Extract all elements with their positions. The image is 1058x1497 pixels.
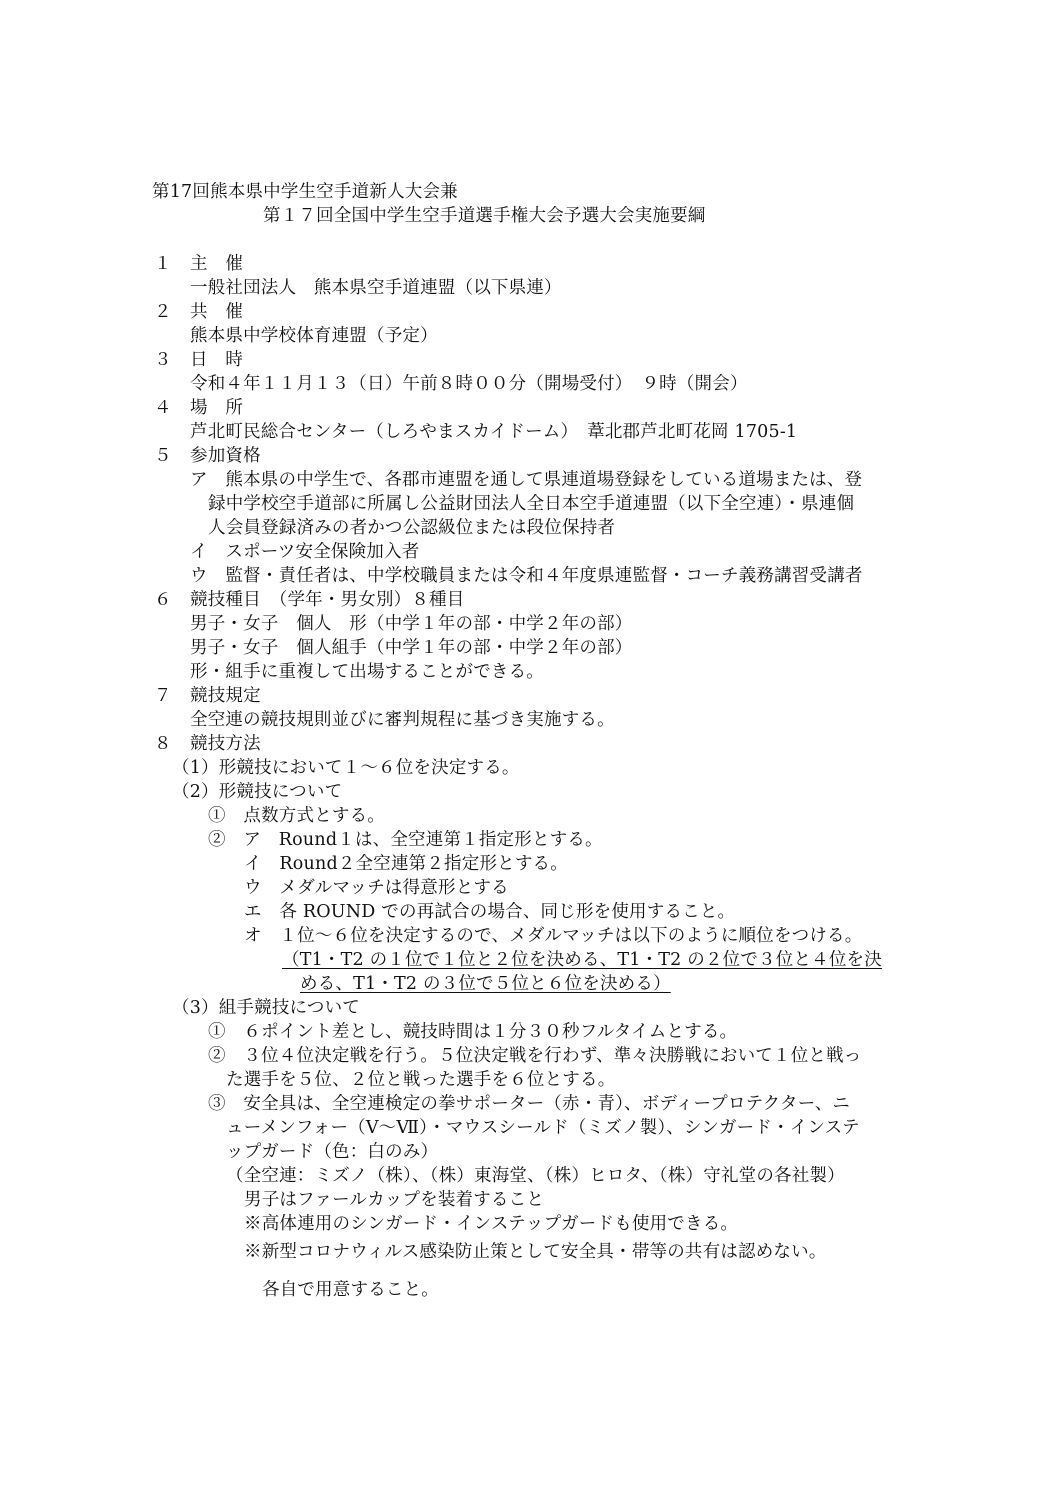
section-8-heading: 競技方法 — [190, 734, 261, 754]
section-8-item-3-sub-3-line-5: 男子はファールカップを装着すること — [244, 1190, 545, 1210]
section-8-item-1: （1）形競技において１～６位を決定する。 — [172, 758, 520, 778]
section-4-body: 芦北町民総合センター（しろやまスカイドーム） 葦北郡芦北町花岡 1705-1 — [190, 422, 798, 442]
section-6-line-1: 男子・女子 個人 形（中学１年の部・中学２年の部） — [190, 614, 633, 634]
section-8-item-2-sub-2c: ウ メダルマッチは得意形とする — [244, 878, 509, 898]
section-7-body: 全空連の競技規則並びに審判規程に基づき実施する。 — [190, 710, 615, 730]
section-6-line-2: 男子・女子 個人組手（中学１年の部・中学２年の部） — [190, 638, 633, 658]
section-5-item-a-line-3: 人会員登録済みの者かつ公認級位または段位保持者 — [208, 518, 616, 538]
section-6-number: ６ — [154, 590, 172, 610]
title-line-2: 第１７回全国中学生空手道選手権大会予選大会実施要綱 — [263, 206, 706, 226]
section-8-item-3-sub-3-line-3: ップガード（色：白のみ） — [226, 1142, 439, 1162]
section-7-heading: 競技規定 — [190, 686, 261, 706]
section-5-item-c: ウ 監督・責任者は、中学校職員または令和４年度県連監督・コーチ義務講習受講者 — [190, 566, 863, 586]
section-6-line-3: 形・組手に重複して出場することができる。 — [190, 662, 544, 682]
section-8-item-2-sub-2b: イ Round２全空連第２指定形とする。 — [244, 854, 568, 874]
section-4-number: ４ — [154, 398, 172, 418]
section-8-item-3-sub-1: ① ６ポイント差とし、競技時間は１分３０秒フルタイムとする。 — [208, 1022, 738, 1042]
section-8-item-3-sub-3-line-4: （全空連：ミズノ（株）、（株）東海堂、（株）ヒロタ、（株）守礼堂の各社製） — [226, 1166, 845, 1186]
section-5-item-a-line-1: ア 熊本県の中学生で、各郡市連盟を通して県連道場登録をしている道場または、登 — [190, 470, 863, 490]
section-8-item-3-sub-2-line-1: ② ３位４位決定戦を行う。５位決定戦を行わず、準々決勝戦において１位と戦っ — [208, 1046, 862, 1066]
section-3-heading: 日 時 — [190, 350, 244, 370]
title-line-1: 第17回熊本県中学生空手道新人大会兼 — [152, 182, 458, 202]
section-2-body: 熊本県中学校体育連盟（予定） — [190, 326, 438, 346]
section-1-number: １ — [154, 254, 172, 274]
section-8-item-2-sub-2a: ② ア Round１は、全空連第１指定形とする。 — [208, 830, 603, 850]
section-8-item-3-sub-3-line-7: ※新型コロナウィルス感染防止策として安全具・帯等の共有は認めない。 — [244, 1242, 827, 1262]
section-8-item-3-sub-3-line-2: ューメンフォー（Ⅴ～Ⅶ）・マウスシールド（ミズノ製）、シンガード・インステ — [226, 1118, 860, 1138]
section-8-item-2-sub-1: ① 点数方式とする。 — [208, 806, 385, 826]
section-8-item-3-sub-2-line-2: た選手を５位、２位と戦った選手を６位とする。 — [226, 1070, 616, 1090]
section-1-heading: 主 催 — [190, 254, 244, 274]
section-8-item-3-sub-3-line-8: 各自で用意すること。 — [262, 1280, 439, 1300]
section-2-heading: 共 催 — [190, 302, 244, 322]
section-8-item-3-sub-3-line-1: ③ 安全具は、全空連検定の拳サポーター（赤・青）、ボディープロテクター、ニ — [208, 1094, 851, 1114]
section-1-body: 一般社団法人 熊本県空手道連盟（以下県連） — [190, 278, 562, 298]
section-5-item-a-line-2: 録中学校空手道部に所属し公益財団法人全日本空手道連盟（以下全空連）・県連個 — [208, 494, 855, 514]
section-5-heading: 参加資格 — [190, 446, 261, 466]
section-5-number: ５ — [154, 446, 172, 466]
section-7-number: ７ — [154, 686, 172, 706]
section-8-number: ８ — [154, 734, 172, 754]
section-8-item-2-sub-2e: オ １位～６位を決定するので、メダルマッチは以下のように順位をつける。 — [244, 926, 863, 946]
section-4-heading: 場 所 — [190, 398, 244, 418]
section-8-item-2-sub-2e-note-1: （T1・T2 の１位で１位と２位を決める、T1・T2 の２位で３位と４位を決 — [282, 950, 882, 970]
section-8-item-3: （3）組手競技について — [172, 998, 360, 1018]
section-6-heading: 競技種目 （学年・男女別）８種目 — [190, 590, 465, 610]
section-3-body: 令和４年１１月１３（日）午前８時００分（開場受付） ９時（開会） — [190, 374, 748, 394]
section-8-item-2: （2）形競技について — [172, 782, 343, 802]
section-8-item-2-sub-2d: エ 各 ROUND での再試合の場合、同じ形を使用すること。 — [244, 902, 736, 922]
section-5-item-b: イ スポーツ安全保険加入者 — [190, 542, 420, 562]
section-3-number: ３ — [154, 350, 172, 370]
section-2-number: ２ — [154, 302, 172, 322]
section-8-item-3-sub-3-line-6: ※高体連用のシンガード・インステップガードも使用できる。 — [244, 1214, 739, 1234]
section-8-item-2-sub-2e-note-2: める、T1・T2 の３位で５位と６位を決める） — [300, 974, 671, 994]
